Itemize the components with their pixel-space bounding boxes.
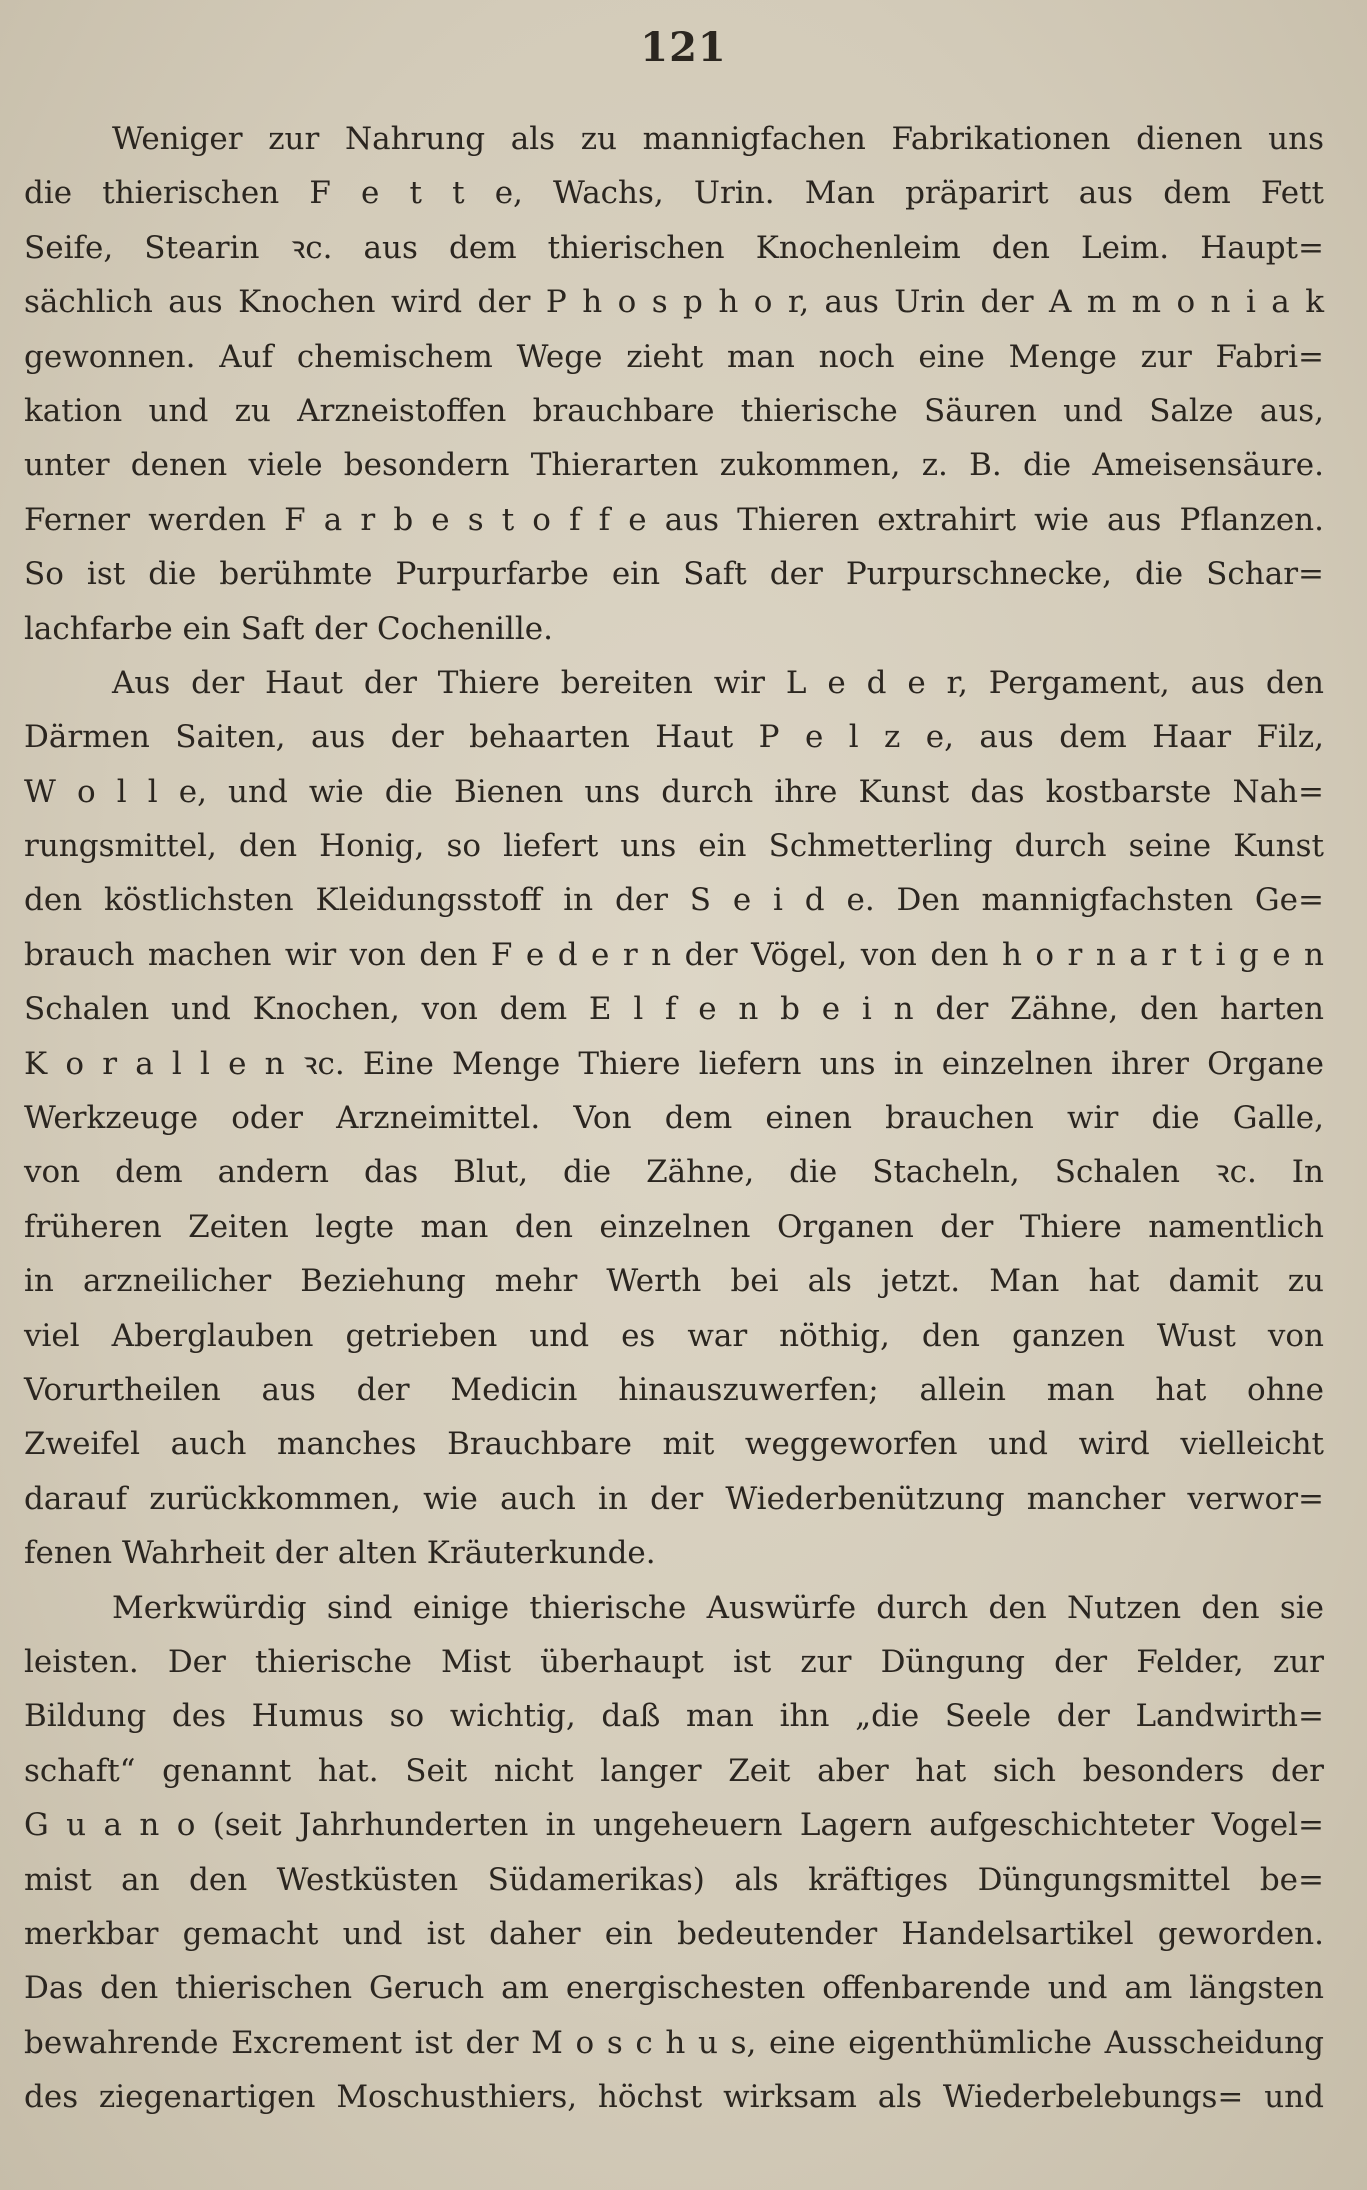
text-line: leisten. Der thierische Mist überhaupt ist zur Düngung der Felder, zur: [24, 1643, 1324, 1680]
text-line: mist an den Westküsten Südamerikas) als kräftiges Düngungsmittel be=: [24, 1861, 1324, 1898]
text-line: So ist die berühmte Purpurfarbe ein Saft der Purpurschnecke, die Schar=: [24, 556, 1324, 593]
text-line: Aus der Haut der Thiere bereiten wir L e d e r, Pergament, aus den: [112, 664, 1324, 701]
text-line: den köstlichsten Kleidungsstoff in der S e i d e. Den mannigfachsten Ge=: [24, 882, 1324, 919]
body-text: [24, 112, 1324, 2124]
text-line: in arzneilicher Beziehung mehr Werth bei als jetzt. Man hat damit zu: [24, 1263, 1324, 1300]
text-line: früheren Zeiten legte man den einzelnen Organen der Thiere namentlich: [24, 1208, 1324, 1245]
text-line: W o l l e, und wie die Bienen uns durch ihre Kunst das kostbarste Nah=: [24, 773, 1324, 810]
text-line: Bildung des Humus so wichtig, daß man ihn „die Seele der Landwirth=: [24, 1698, 1324, 1735]
text-line: sächlich aus Knochen wird der P h o s p h o r, aus Urin der A m m o n i a k: [24, 284, 1324, 321]
text-line: von dem andern das Blut, die Zähne, die Stacheln, Schalen ꝛc. In: [24, 1154, 1324, 1191]
text-line: gewonnen. Auf chemischem Wege zieht man noch eine Menge zur Fabri=: [24, 338, 1324, 375]
text-line: Schalen und Knochen, von dem E l f e n b e i n der Zähne, den harten: [24, 991, 1324, 1028]
text-line: bewahrende Excrement ist der M o s c h u s, eine eigenthümliche Ausscheidung: [24, 2024, 1324, 2061]
text-line: des ziegenartigen Moschusthiers, höchst wirksam als Wiederbelebungs= und: [24, 2079, 1324, 2116]
text-line: G u a n o (seit Jahrhunderten in ungeheuern Lagern aufgeschichteter Vogel=: [24, 1807, 1324, 1844]
text-line: Vorurtheilen aus der Medicin hinauszuwerfen; allein man hat ohne: [24, 1371, 1324, 1408]
text-line: Weniger zur Nahrung als zu mannigfachen Fabrikationen dienen uns: [112, 121, 1324, 157]
text-line: lachfarbe ein Saft der Cochenille.: [24, 610, 553, 647]
text-line: rungsmittel, den Honig, so liefert uns ein Schmetterling durch seine Kunst: [24, 828, 1324, 865]
text-line: Werkzeuge oder Arzneimittel. Von dem einen brauchen wir die Galle,: [24, 1100, 1324, 1137]
text-line: Ferner werden F a r b e s t o f f e aus Thieren extrahirt wie aus Pflanzen.: [24, 501, 1324, 538]
text-line: Därmen Saiten, aus der behaarten Haut P e l z e, aus dem Haar Filz,: [24, 719, 1324, 756]
text-line: darauf zurückkommen, wie auch in der Wiederbenützung mancher verwor=: [24, 1480, 1324, 1517]
text-line: kation und zu Arzneistoffen brauchbare thierische Säuren und Salze aus,: [24, 392, 1324, 429]
text-line: die thierischen F e t t e, Wachs, Urin. Man präparirt aus dem Fett: [24, 175, 1324, 212]
text-line: Seife, Stearin ꝛc. aus dem thierischen Knochenleim den Leim. Haupt=: [24, 229, 1324, 266]
text-line: Merkwürdig sind einige thierische Auswürfe durch den Nutzen den sie: [112, 1589, 1324, 1626]
text-line: Das den thierischen Geruch am energischesten offenbarende und am längsten: [24, 1970, 1324, 2007]
text-line: Zweifel auch manches Brauchbare mit weggeworfen und wird vielleicht: [24, 1426, 1324, 1463]
text-line: brauch machen wir von den F e d e r n der Vögel, von den h o r n a r t i g e n: [24, 936, 1324, 973]
text-line: merkbar gemacht und ist daher ein bedeutender Handelsartikel geworden.: [24, 1915, 1324, 1952]
text-line: K o r a l l e n ꝛc. Eine Menge Thiere liefern uns in einzelnen ihrer Organe: [24, 1045, 1324, 1082]
text-line: schaft“ genannt hat. Seit nicht langer Zeit aber hat sich besonders der: [24, 1752, 1324, 1789]
text-line: fenen Wahrheit der alten Kräuterkunde.: [24, 1535, 656, 1572]
text-line: viel Aberglauben getrieben und es war nöthig, den ganzen Wust von: [24, 1317, 1324, 1354]
page-number: 121: [640, 24, 727, 71]
text-line: unter denen viele besondern Thierarten zukommen, z. B. die Ameisensäure.: [24, 447, 1324, 484]
